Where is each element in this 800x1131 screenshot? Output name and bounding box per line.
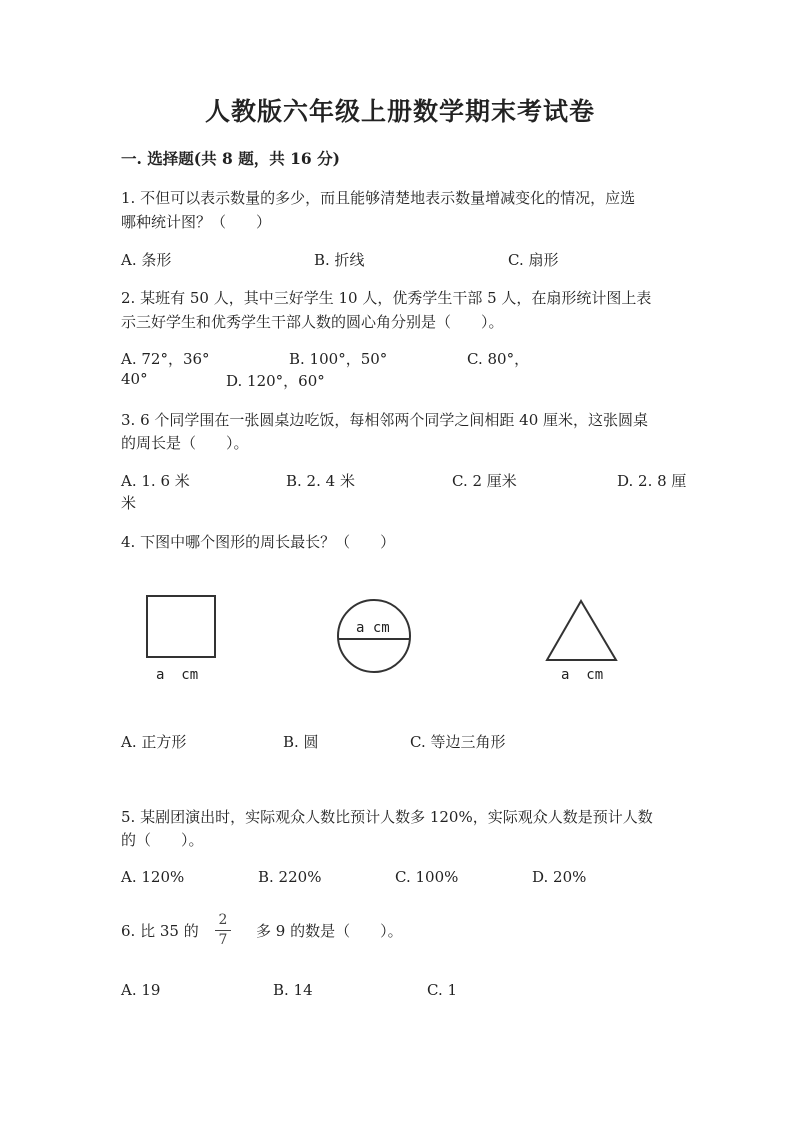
question-3-option-c: C. 2 厘米 (452, 472, 517, 490)
circle-label: a cm (356, 620, 390, 636)
fraction-denominator: 7 (218, 932, 228, 948)
fraction-numerator: 2 (218, 912, 228, 928)
question-5-option-b: B. 220% (258, 868, 322, 886)
question-3-option-a: A. 1. 6 米 (121, 472, 190, 490)
fraction-bar (215, 930, 231, 931)
question-3-option-d-cont: 米 (121, 494, 137, 512)
question-5-option-a: A. 120% (121, 868, 185, 886)
circle-shape (338, 600, 410, 672)
square-figure (140, 590, 224, 664)
question-1-line-1: 1. 不但可以表示数量的多少，而且能够清楚地表示数量增减变化的情况，应选 (121, 189, 636, 207)
triangle-figure (540, 596, 622, 664)
triangle-shape (547, 601, 616, 660)
question-3-line-2: 的周长是（ ）。 (121, 434, 249, 452)
square-label: a cm (156, 667, 199, 683)
question-6-option-b: B. 14 (273, 981, 313, 999)
question-2-line-2: 示三好学生和优秀学生干部人数的圆心角分别是（ ）。 (121, 313, 504, 331)
triangle-label: a cm (561, 667, 604, 683)
circle-figure (336, 598, 412, 674)
square-shape (147, 596, 215, 657)
question-1-option-b: B. 折线 (314, 251, 365, 269)
question-2-option-d: D. 120°，60° (226, 372, 325, 390)
question-1-option-c: C. 扇形 (508, 251, 559, 269)
question-1-option-a: A. 条形 (121, 251, 172, 269)
question-2-option-b: B. 100°，50° (289, 350, 388, 368)
question-6-option-a: A. 19 (121, 981, 161, 999)
question-5-option-c: C. 100% (395, 868, 459, 886)
question-5-option-d: D. 20% (532, 868, 587, 886)
question-1-line-2: 哪种统计图？（ ） (121, 213, 272, 231)
question-5-line-2: 的（ ）。 (121, 831, 204, 849)
question-3-line-1: 3. 6 个同学围在一张圆桌边吃饭，每相邻两个同学之间相距 40 厘米，这张圆桌 (121, 411, 649, 429)
question-3-option-d: D. 2. 8 厘 (617, 472, 687, 490)
question-2-option-a: A. 72°，36° (121, 350, 210, 368)
fraction (213, 912, 233, 949)
question-6-text-after: 多 9 的数是（ ）。 (256, 922, 403, 940)
question-2-line-1: 2. 某班有 50 人，其中三好学生 10 人，优秀学生干部 5 人，在扇形统计图上表 (121, 289, 652, 307)
question-3-option-b: B. 2. 4 米 (286, 472, 355, 490)
question-4-option-b: B. 圆 (283, 733, 319, 751)
question-2-option-c-cont: 40° (121, 370, 148, 388)
question-2-option-c: C. 80°， (467, 350, 530, 368)
question-5-line-1: 5. 某剧团演出时，实际观众人数比预计人数多 120%，实际观众人数是预计人数 (121, 808, 653, 826)
question-4-line-1: 4. 下图中哪个图形的周长最长？（ ） (121, 533, 396, 551)
question-6-option-c: C. 1 (427, 981, 458, 999)
question-4-option-a: A. 正方形 (121, 733, 187, 751)
question-6-text-before: 6. 比 35 的 (121, 922, 199, 940)
page-title: 人教版六年级上册数学期末考试卷 (204, 97, 595, 126)
section-title: 一. 选择题(共 8 题，共 16 分) (121, 149, 340, 168)
question-4-option-c: C. 等边三角形 (410, 733, 506, 751)
